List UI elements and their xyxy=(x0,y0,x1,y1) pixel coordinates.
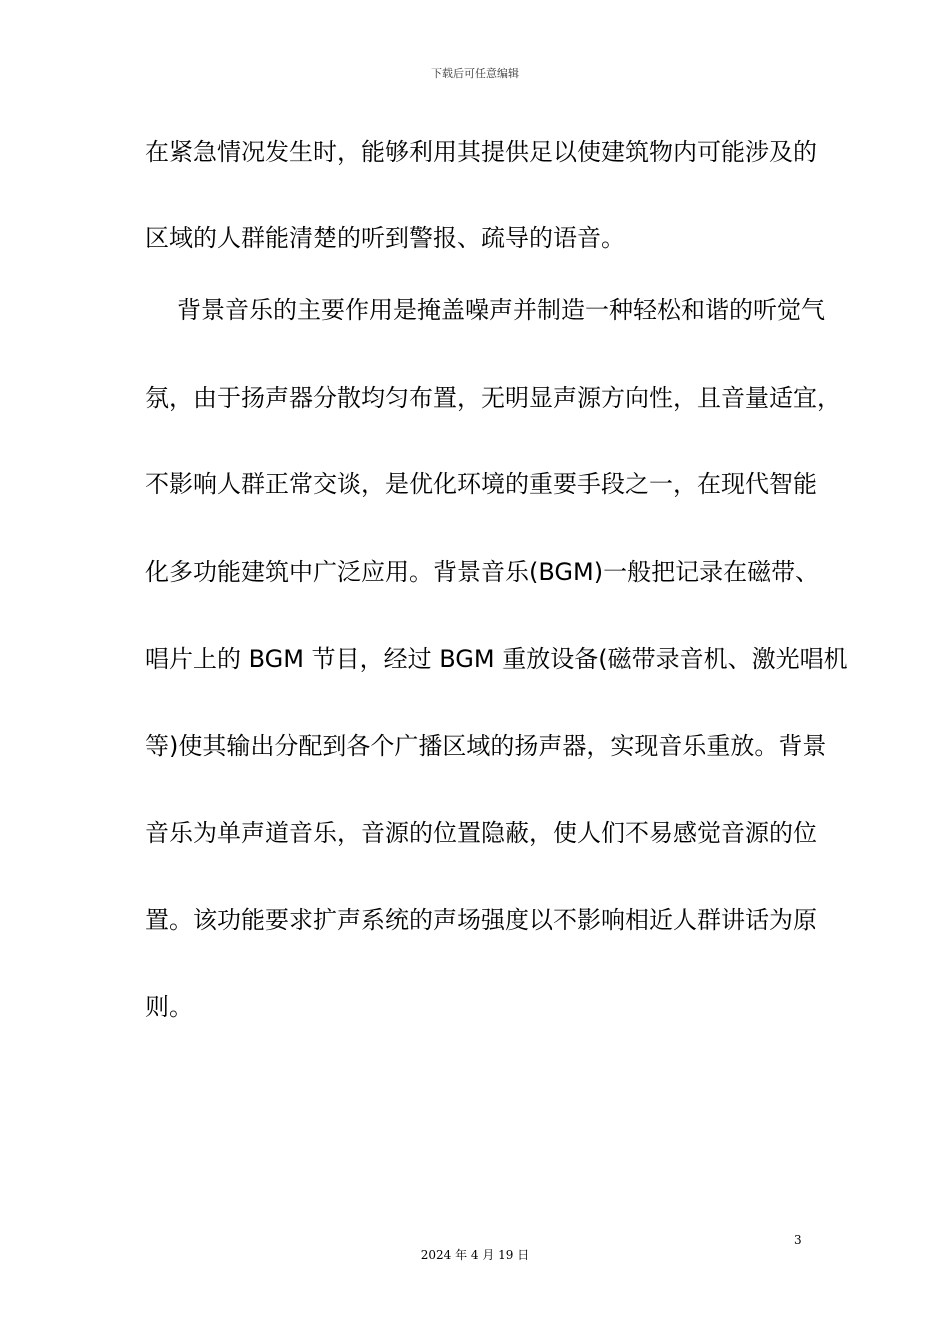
body-line: 区域的人群能清楚的听到警报、疏导的语音。 xyxy=(145,224,625,252)
body-line: 化多功能建筑中广泛应用。背景音乐(BGM)一般把记录在磁带、 xyxy=(145,558,820,586)
body-line: 不影响人群正常交谈，是优化环境的重要手段之一，在现代智能 xyxy=(145,470,817,498)
body-line: 则。 xyxy=(145,993,193,1021)
page-number: 3 xyxy=(794,1233,802,1247)
body-line: 氛，由于扬声器分散均匀布置，无明显声源方向性，且音量适宜， xyxy=(145,384,841,412)
header-note: 下载后可任意编辑 xyxy=(431,67,519,80)
body-line: 等)使其输出分配到各个广播区域的扬声器，实现音乐重放。背景 xyxy=(145,732,827,760)
body-line: 音乐为单声道音乐，音源的位置隐蔽，使人们不易感觉音源的位 xyxy=(145,819,817,847)
paragraph-first-line: 背景音乐的主要作用是掩盖噪声并制造一种轻松和谐的听觉气 xyxy=(177,296,825,324)
body-line: 置。该功能要求扩声系统的声场强度以不影响相近人群讲话为原 xyxy=(145,906,817,934)
body-line: 唱片上的 BGM 节目，经过 BGM 重放设备(磁带录音机、激光唱机 xyxy=(145,645,848,673)
footer-date: 2024 年 4 月 19 日 xyxy=(420,1248,530,1262)
body-line: 在紧急情况发生时，能够利用其提供足以使建筑物内可能涉及的 xyxy=(145,138,817,166)
